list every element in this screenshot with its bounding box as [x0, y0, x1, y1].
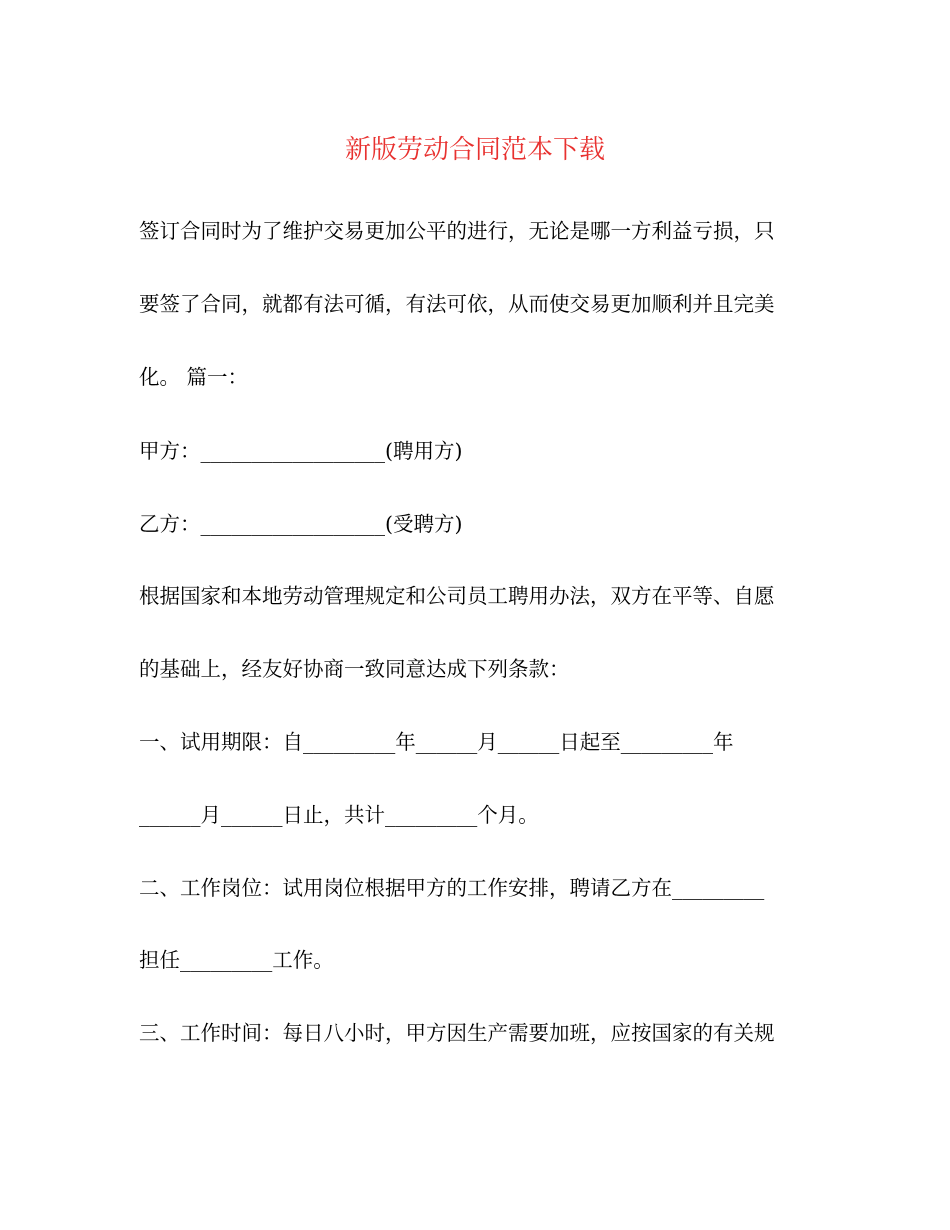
- paragraph-line: 化。 篇一：: [139, 365, 249, 389]
- document-title: 新版劳动合同范本下载: [344, 135, 605, 165]
- paragraph-line: 要签了合同，就都有法可循，有法可依，从而使交易更加顺利并且完美: [139, 292, 775, 316]
- paragraph-line: 签订合同时为了维护交易更加公平的进行，无论是哪一方利益亏损，只: [139, 219, 775, 243]
- paragraph-line: 根据国家和本地劳动管理规定和公司员工聘用办法，双方在平等、自愿: [139, 584, 775, 608]
- clause-3-line: 三、工作时间：每日八小时，甲方因生产需要加班，应按国家的有关规: [139, 1021, 775, 1045]
- clause-1-line: ______月______日止，共计_________个月。: [139, 803, 539, 827]
- clause-2-line: 担任_________工作。: [139, 948, 334, 972]
- paragraph-line: 的基础上，经友好协商一致同意达成下列条款：: [139, 657, 570, 681]
- clause-1-line: 一、试用期限：自_________年______月______日起至_________年: [139, 730, 734, 754]
- party-b-line: 乙方：__________________(受聘方): [139, 512, 463, 536]
- party-a-line: 甲方：__________________(聘用方): [139, 439, 463, 463]
- clause-2-line: 二、工作岗位：试用岗位根据甲方的工作安排，聘请乙方在_________: [139, 876, 765, 900]
